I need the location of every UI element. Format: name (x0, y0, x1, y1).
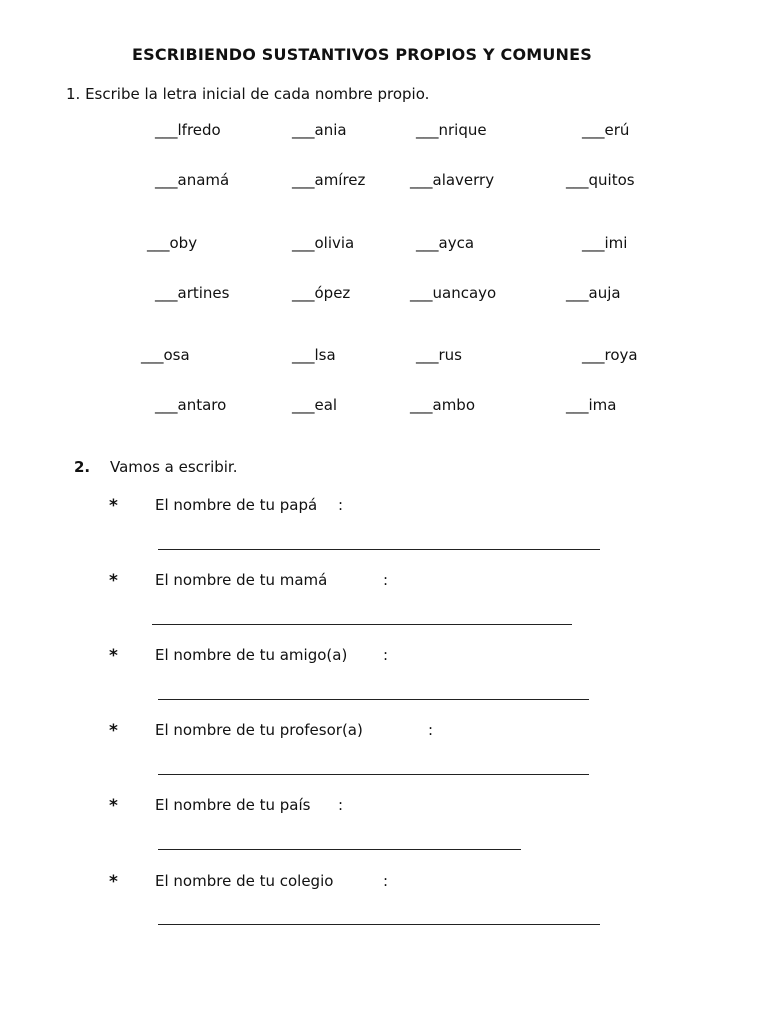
fill-word[interactable]: ___imi (582, 234, 628, 252)
fill-word[interactable]: ___ima (566, 396, 617, 414)
bullet-asterisk: * (109, 796, 118, 816)
fill-word[interactable]: ___anamá (155, 171, 230, 189)
answer-line-pais[interactable] (158, 849, 521, 850)
fill-word[interactable]: ___lsa (292, 346, 336, 364)
fill-word[interactable]: ___oby (147, 234, 198, 252)
prompt-amigo: El nombre de tu amigo(a) (155, 646, 348, 664)
prompt-colon: : (383, 872, 389, 890)
fill-word[interactable]: ___nrique (416, 121, 487, 139)
fill-word[interactable]: ___quitos (566, 171, 635, 189)
fill-word[interactable]: ___auja (566, 284, 621, 302)
fill-word[interactable]: ___erú (582, 121, 630, 139)
bullet-asterisk: * (109, 721, 118, 741)
prompt-colon: : (383, 571, 389, 589)
fill-word[interactable]: ___lfredo (155, 121, 221, 139)
fill-word[interactable]: ___roya (582, 346, 638, 364)
prompt-papa: El nombre de tu papá (155, 496, 318, 514)
section2-title: Vamos a escribir. (110, 458, 238, 476)
fill-word[interactable]: ___uancayo (410, 284, 497, 302)
prompt-colon: : (428, 721, 434, 739)
fill-word[interactable]: ___eal (292, 396, 338, 414)
fill-word[interactable]: ___amírez (292, 171, 366, 189)
fill-word[interactable]: ___ópez (292, 284, 351, 302)
fill-word[interactable]: ___osa (141, 346, 190, 364)
prompt-pais: El nombre de tu país (155, 796, 311, 814)
answer-line-mama[interactable] (152, 624, 572, 625)
bullet-asterisk: * (109, 646, 118, 666)
answer-line-amigo[interactable] (158, 699, 589, 700)
answer-line-profesor[interactable] (158, 774, 589, 775)
bullet-asterisk: * (109, 496, 118, 516)
fill-word[interactable]: ___olivia (292, 234, 355, 252)
bullet-asterisk: * (109, 571, 118, 591)
prompt-mama: El nombre de tu mamá (155, 571, 328, 589)
fill-word[interactable]: ___artines (155, 284, 230, 302)
section1-instruction: 1. Escribe la letra inicial de cada nombre propio. (66, 85, 430, 103)
prompt-colon: : (338, 796, 344, 814)
fill-word[interactable]: ___antaro (155, 396, 227, 414)
answer-line-papa[interactable] (158, 549, 600, 550)
section2-number: 2. (74, 458, 91, 476)
answer-line-colegio[interactable] (158, 924, 600, 925)
prompt-colon: : (383, 646, 389, 664)
fill-word[interactable]: ___alaverry (410, 171, 495, 189)
prompt-colegio: El nombre de tu colegio (155, 872, 334, 890)
fill-word[interactable]: ___ambo (410, 396, 476, 414)
page-title: ESCRIBIENDO SUSTANTIVOS PROPIOS Y COMUNES (131, 45, 593, 64)
prompt-colon: : (338, 496, 344, 514)
fill-word[interactable]: ___rus (416, 346, 462, 364)
prompt-profesor: El nombre de tu profesor(a) (155, 721, 363, 739)
bullet-asterisk: * (109, 872, 118, 892)
fill-word[interactable]: ___ania (292, 121, 347, 139)
fill-word[interactable]: ___ayca (416, 234, 475, 252)
